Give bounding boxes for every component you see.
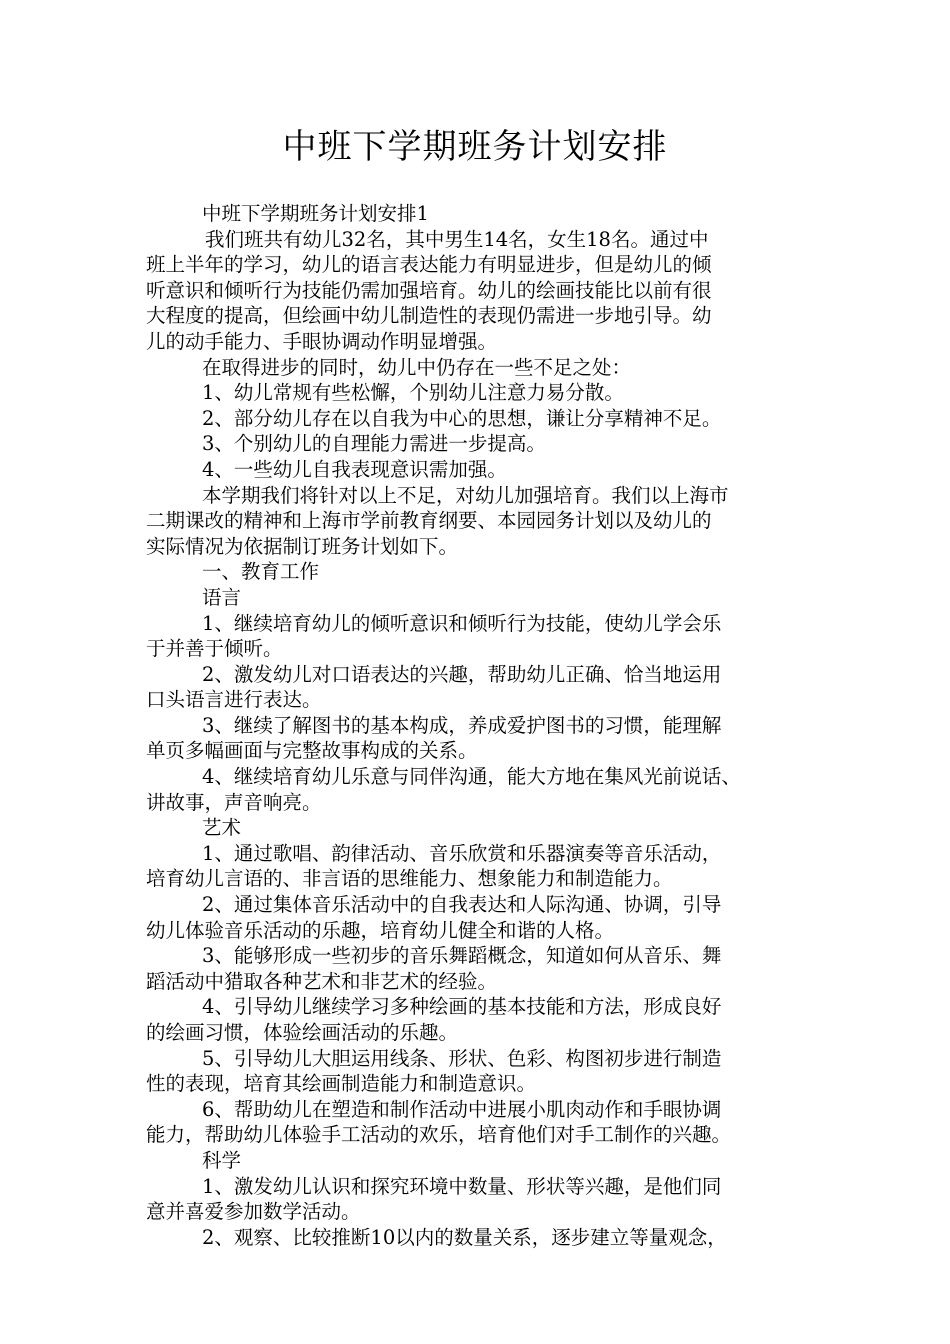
paragraph-line: 班上半年的学习，幼儿的语言表达能力有明显进步，但是幼儿的倾 [146, 253, 712, 277]
list-item: 3、个别幼儿的自理能力需进一步提高。 [202, 432, 546, 456]
list-item: 1、继续培育幼儿的倾听意识和倾听行为技能，使幼儿学会乐 [202, 611, 722, 635]
list-item-continuation: 口头语言进行表达。 [146, 688, 322, 712]
list-item: 6、帮助幼儿在塑造和制作活动中进展小肌肉动作和手眼协调 [202, 1097, 722, 1121]
list-item-continuation: 能力，帮助幼儿体验手工活动的欢乐，培育他们对手工制作的兴趣。 [146, 1123, 732, 1147]
paragraph-line: 实际情况为依据制订班务计划如下。 [146, 534, 459, 558]
list-item-continuation: 于并善于倾听。 [146, 637, 283, 661]
paragraph-line: 在取得进步的同时，幼儿中仍存在一些不足之处： [202, 355, 632, 379]
paragraph-line: 听意识和倾听行为技能仍需加强培育。幼儿的绘画技能比以前有很 [146, 278, 712, 302]
list-item: 1、通过歌唱、韵律活动、音乐欣赏和乐器演奏等音乐活动， [202, 841, 722, 865]
list-item: 3、能够形成一些初步的音乐舞蹈概念，知道如何从音乐、舞 [202, 944, 722, 968]
list-item-continuation: 培育幼儿言语的、非言语的思维能力、想象能力和制造能力。 [146, 867, 673, 891]
subsection-heading: 科学 [202, 1148, 242, 1172]
list-item: 5、引导幼儿大胆运用线条、形状、色彩、构图初步进行制造 [202, 1046, 722, 1070]
paragraph-line: 大程度的提高，但绘画中幼儿制造性的表现仍需进一步地引导。幼 [146, 304, 712, 328]
list-item: 1、幼儿常规有些松懈，个别幼儿注意力易分散。 [202, 381, 624, 405]
list-item: 3、继续了解图书的基本构成，养成爱护图书的习惯，能理解 [202, 713, 722, 737]
list-item-continuation: 意并喜爱参加数学活动。 [146, 1200, 361, 1224]
list-item: 2、部分幼儿存在以自我为中心的思想，谦让分享精神不足。 [202, 406, 722, 430]
paragraph-line: 我们班共有幼儿32名，其中男生14名，女生18名。通过中 [205, 227, 709, 251]
document-title: 中班下学期班务计划安排 [282, 127, 668, 167]
list-item-continuation: 单页多幅画面与完整故事构成的关系。 [146, 739, 478, 763]
document-body [146, 201, 810, 1250]
paragraph-line: 本学期我们将针对以上不足，对幼儿加强培育。我们以上海市 [202, 483, 729, 507]
list-item-continuation: 幼儿体验音乐活动的乐趣，培育幼儿健全和谐的人格。 [146, 918, 615, 942]
list-item: 4、一些幼儿自我表现意识需加强。 [202, 457, 507, 481]
list-item-continuation: 性的表现，培育其绘画制造能力和制造意识。 [146, 1072, 537, 1096]
list-item: 2、观察、比较推断10以内的数量关系，逐步建立等量观念， [202, 1225, 727, 1249]
section-heading: 一、教育工作 [202, 560, 320, 584]
list-item: 2、通过集体音乐活动中的自我表达和人际沟通、协调，引导 [202, 893, 722, 917]
paragraph-line: 儿的动手能力、手眼协调动作明显增强。 [146, 329, 498, 353]
list-item-continuation: 的绘画习惯，体验绘画活动的乐趣。 [146, 1021, 459, 1044]
subsection-heading: 语言 [202, 585, 242, 609]
list-item-continuation: 讲故事，声音响亮。 [146, 790, 322, 814]
list-item: 4、继续培育幼儿乐意与同伴沟通，能大方地在集风光前说话、 [202, 765, 741, 789]
section-heading: 中班下学期班务计划安排1 [202, 202, 429, 225]
subsection-heading: 艺术 [202, 816, 242, 840]
list-item: 4、引导幼儿继续学习多种绘画的基本技能和方法，形成良好 [202, 995, 722, 1019]
list-item: 2、激发幼儿对口语表达的兴趣，帮助幼儿正确、恰当地运用 [202, 662, 722, 686]
list-item-continuation: 蹈活动中猎取各种艺术和非艺术的经验。 [146, 969, 498, 993]
paragraph-line: 二期课改的精神和上海市学前教育纲要、本园园务计划以及幼儿的 [146, 509, 712, 533]
list-item: 1、激发幼儿认识和探究环境中数量、形状等兴趣，是他们同 [202, 1174, 722, 1198]
